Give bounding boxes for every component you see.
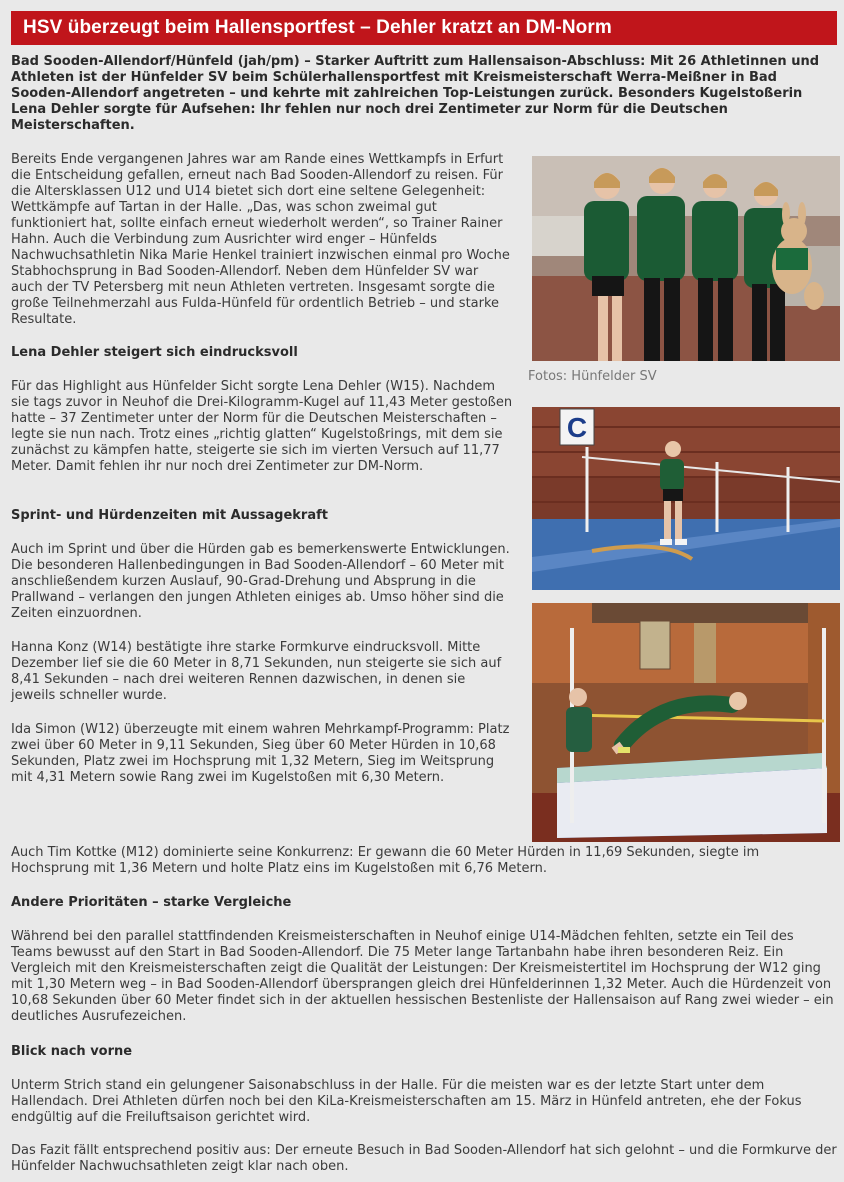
shotput-photo xyxy=(532,407,840,590)
paragraph-sprint: Auch im Sprint und über die Hürden gab es bemerkenswerte Entwicklungen. Die besonderen Hallenbedingungen in Bad Sooden-Allendorf – 60 Meter mit anschließendem kurzen Auslauf, 90-Grad-Drehung und Absprung in die Prallwand – verlangen den jungen Athleten einiges ab. Umso höher sind die Zeiten einzuordnen. xyxy=(11,542,510,621)
paragraph-konz: Hanna Konz (W14) bestätigte ihre starke Formkurve eindrucksvoll. Mitte Dezember lief sie die 60 Meter in 8,71 Sekunden, nun steigerte sie sich auf 8,41 Sekunden – nach drei weiteren Rennen dazwischen, in denen sie jeweils schneller wurde. xyxy=(11,640,502,703)
article-lead: Bad Sooden-Allendorf/Hünfeld (jah/pm) – Starker Auftritt zum Hallensaison-Abschluss: Mit 26 Athletinnen und Athleten ist der Hünfelder SV beim Schülerhallensportfest mit Kreismeisterschaft Werra-Meißner in Bad Sooden-Allendorf angetreten – und kehrte mit zahlreichen Top-Leistungen zurück. Besonders Kugelstoßerin Lena Dehler sorgte für Aufsehen: Ihr fehlen nur noch drei Zentimeter zur Norm für die Deutschen Meisterschaften. xyxy=(11,54,820,133)
paragraph-vergleiche: Während bei den parallel stattfindenden Kreismeisterschaften in Neuhof einige U14-Mädchen fehlten, setzte ein Teil des Teams bewusst auf den Start in Bad Sooden-Allendorf. Die 75 Meter lange Tartanbahn habe ihren besonderen Reiz. Ein Vergleich mit den Kreismeisterschaften zeigt die Qualität der Leistungen: Der Kreismeistertitel im Hochsprung der W12 ging mit 1,30 Metern weg – in Bad Sooden-Allendorf übersprangen gleich drei Hünfelderinnen 1,32 Meter. Auch die Hürdenzeit von 10,68 Sekunden über 60 Meter findet sich in der aktuellen hessischen Bestenliste der Hallensaison auf Rang zwei wieder – ein deutliches Ausrufezeichen. xyxy=(11,929,834,1024)
highjump-photo-image xyxy=(532,603,840,842)
subheading-sprint: Sprint- und Hürdenzeiten mit Aussagekraft xyxy=(11,508,328,523)
paragraph-intro: Bereits Ende vergangenen Jahres war am Rande eines Wettkampfs in Erfurt die Entscheidung gefallen, erneut nach Bad Sooden-Allendorf zu reisen. Für die Altersklassen U12 und U14 bietet sich dort eine seltene Gelegenheit: Wettkämpfe auf Tartan in der Halle. „Das, was schon zweimal gut funktioniert hat, sollte einfach erneut wiederholt werden“, so Trainer Rainer Hahn. Auch die Verbindung zum Ausrichter wird enger – Hünfelds Nachwuchsathletin Nika Marie Henkel trainiert inzwischen einmal pro Woche Stabhochsprung in Bad Sooden-Allendorf. Neben dem Hünfelder SV war auch der TV Petersberg mit neun Athleten vertreten. Insgesamt sorgte die große Teilnehmerzahl aus Fulda-Hünfeld für ordentlich Betrieb – und starke Resultate. xyxy=(11,152,510,327)
article-title-bar xyxy=(11,11,837,45)
paragraph-simon: Ida Simon (W12) überzeugte mit einem wahren Mehrkampf-Programm: Platz zwei über 60 Meter in 9,11 Sekunden, Sieg über 60 Meter Hürden in 10,68 Sekunden, Platz zwei im Hochsprung mit 1,32 Metern, Sieg im Weitsprung mit 4,31 Metern sowie Rang zwei im Kugelstoßen mit 6,30 Metern. xyxy=(11,722,510,785)
hall-sign-letter: C xyxy=(566,412,588,443)
team-photo-image xyxy=(532,156,840,361)
paragraph-ausblick: Unterm Strich stand ein gelungener Saisonabschluss in der Halle. Für die meisten war es der letzte Start unter dem Hallendach. Drei Athleten dürfen noch bei den KiLa-Kreismeisterschaften am 15. März in Hünfeld antreten, ehe der Fokus endgültig auf die Freiluftsaison gerichtet wird. xyxy=(11,1078,802,1125)
shotput-photo-image xyxy=(532,407,840,590)
subheading-dehler: Lena Dehler steigert sich eindrucksvoll xyxy=(11,345,298,360)
article-title: HSV überzeugt beim Hallensportfest – Dehler kratzt an DM-Norm xyxy=(23,17,612,38)
paragraph-kottke: Auch Tim Kottke (M12) dominierte seine Konkurrenz: Er gewann die 60 Meter Hürden in 11,69 Sekunden, siegte im Hochsprung mit 1,36 Metern und holte Platz eins im Kugelstoßen mit 6,76 Metern. xyxy=(11,845,760,876)
subheading-ausblick: Blick nach vorne xyxy=(11,1044,133,1059)
team-photo xyxy=(532,156,840,361)
paragraph-fazit: Das Fazit fällt entsprechend positiv aus: Der erneute Besuch in Bad Sooden-Allendorf hat sich gelohnt – und die Formkurve der Hünfelder Nachwuchsathleten zeigt klar nach oben. xyxy=(11,1143,837,1174)
photo-caption: Fotos: Hünfelder SV xyxy=(528,369,657,384)
subheading-vergleiche: Andere Prioritäten – starke Vergleiche xyxy=(11,895,292,910)
paragraph-dehler: Für das Highlight aus Hünfelder Sicht sorgte Lena Dehler (W15). Nachdem sie tags zuvor in Neuhof die Drei-Kilogramm-Kugel auf 11,43 Meter gestoßen hatte – 37 Zentimeter unter der Norm für die Deutschen Meisterschaften – legte sie nun nach. Trotz eines „richtig glatten“ Kugelstoßrings, mit dem sie zunächst zu kämpfen hatte, steigerte sie sich im vierten Versuch auf 11,77 Meter. Damit fehlen ihr nur noch drei Zentimeter zur DM-Norm. xyxy=(11,379,513,474)
highjump-photo xyxy=(532,603,840,842)
